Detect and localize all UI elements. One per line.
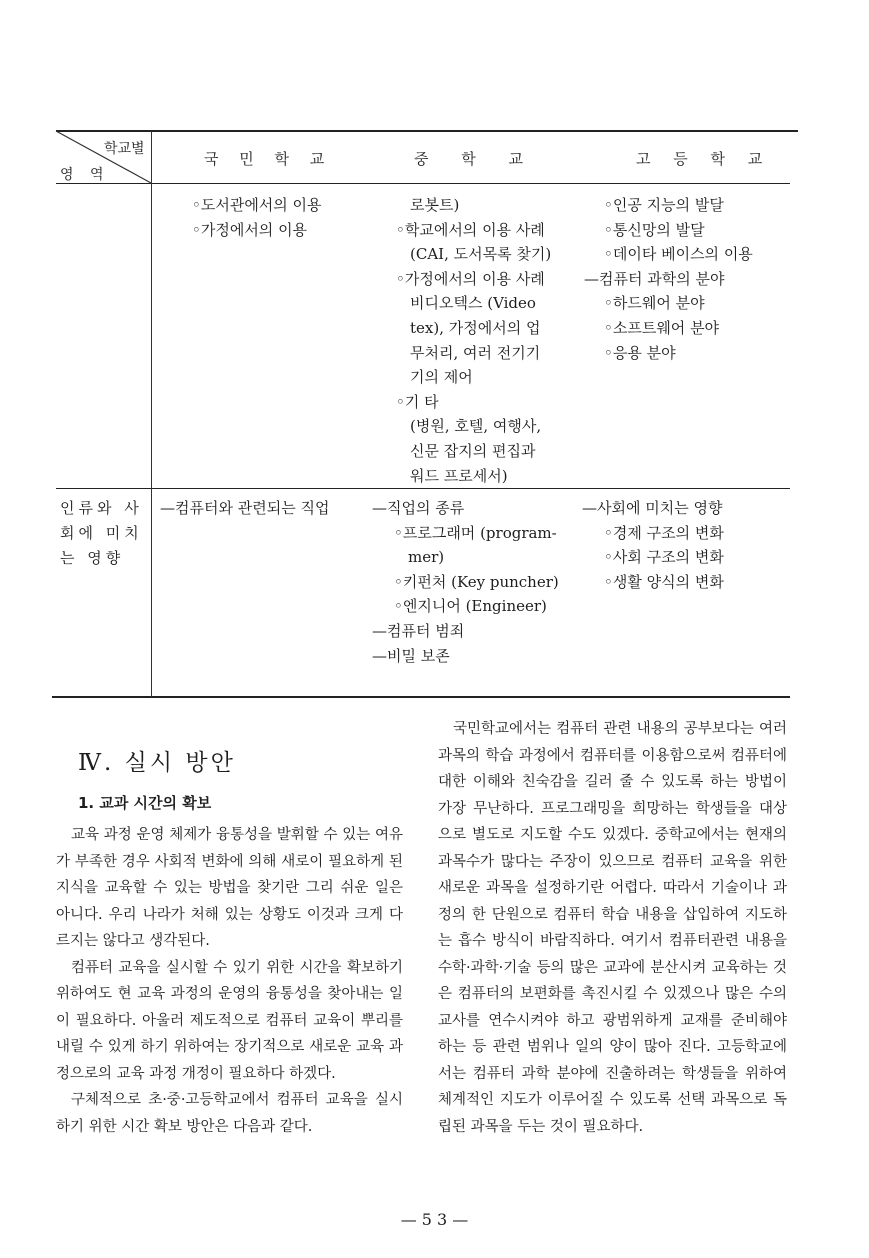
- cell-line: 로봇트): [410, 196, 460, 214]
- cell-line: —컴퓨터와 관련되는 직업: [160, 499, 330, 517]
- area-line: 인류와 사: [60, 499, 143, 517]
- cell-line: ◦가정에서의 이용: [192, 220, 308, 239]
- header-high: 고 등 학 교: [636, 150, 772, 168]
- cell-line: ◦응용 분야: [604, 343, 676, 362]
- table-bottom-rule: [52, 696, 790, 698]
- table-row-rule: [56, 488, 790, 489]
- row2-high: [582, 496, 724, 594]
- row1-elementary: [192, 193, 322, 242]
- cell-line: ◦엔지니어 (Engineer): [394, 597, 547, 616]
- cell-line: ◦학교에서의 이용 사례: [396, 220, 545, 239]
- cell-line: —컴퓨터 범죄: [372, 621, 465, 640]
- cell-line: ◦하드웨어 분야: [604, 294, 705, 313]
- cell-line: ◦경제 구조의 변화: [604, 523, 724, 542]
- right-column: [438, 716, 787, 1140]
- header-middle: 중 학 교: [414, 150, 538, 168]
- row1-high: [584, 193, 753, 365]
- cell-line: ◦프로그래머 (program-: [394, 523, 557, 542]
- cell-line: —컴퓨터 과학의 분야: [584, 269, 725, 288]
- cell-line: 워드 프로세서): [410, 466, 508, 485]
- cell-line: ◦키펀처 (Key puncher): [394, 572, 559, 591]
- left-column: [56, 822, 403, 1140]
- corner-diagonal: [0, 0, 869, 200]
- cell-line: 신문 잡지의 편집과: [410, 441, 536, 460]
- cell-line: —직업의 종류: [372, 499, 465, 517]
- corner-bottom-label: 영 역: [60, 167, 110, 183]
- cell-line: —비밀 보존: [372, 646, 450, 665]
- cell-line: 무처리, 여러 전기기: [410, 343, 541, 362]
- cell-line: ◦통신망의 발달: [604, 220, 705, 239]
- section-title: Ⅳ. 실시 방안: [78, 750, 236, 776]
- cell-line: mer): [408, 548, 445, 567]
- subsection-title: 1. 교과 시간의 확보: [78, 794, 212, 812]
- cell-line: (CAI, 도서목록 찾기): [410, 245, 552, 264]
- row1-middle: [396, 193, 551, 488]
- cell-line: ◦기 타: [396, 392, 439, 411]
- header-elementary: 국 민 학 교: [204, 150, 333, 168]
- cell-line: (병원, 호텔, 여행사,: [410, 417, 542, 436]
- cell-line: ◦가정에서의 이용 사례: [396, 269, 545, 288]
- paragraph: 컴퓨터 교육을 실시할 수 있기 위한 시간을 확보하기 위하여도 현 교육 과정의 운영의 융통성을 찾아내는 일이 필요하다. 아울러 제도적으로 컴퓨터 교육이 뿌리를 내릴 수 있게 하기 위하여는 장기적으로 새로운 교육 과정으로의 교육 과정 개정이 필요하다 하겠다.: [56, 959, 403, 1082]
- row2-area: [60, 496, 143, 571]
- cell-line: ◦데이타 베이스의 이용: [604, 245, 753, 264]
- row2-elementary: [160, 496, 329, 521]
- area-line: 는 영향: [60, 549, 125, 567]
- row2-middle: [372, 496, 559, 668]
- cell-line: ◦인공 지능의 발달: [604, 196, 724, 214]
- cell-line: ◦도서관에서의 이용: [192, 196, 322, 214]
- area-line: 회에 미치: [60, 524, 143, 542]
- paragraph: 국민학교에서는 컴퓨터 관련 내용의 공부보다는 여러 과목의 학습 과정에서 컴퓨터를 이용함으로써 컴퓨터에 대한 이해와 친숙감을 길러 줄 수 있도록 하는 방법이 가장 무난하다. 프로그래밍을 희망하는 학생들을 대상으로 별도로 지도할 수도 있겠다. 중학교에서는 현재의 과목수가 많다는 주장이 있으므로 컴퓨터 교육을 위한 새로운 과목을 설정하기란 어렵다. 따라서 기술이나 과정의 한 단원으로 컴퓨터 학습 내용을 삽입하여 지도하는 흡수 방식이 바람직하다. 여기서 컴퓨터관련 내용을 수학·과학·기술 등의 많은 교과에 분산시켜 교육하는 것은 컴퓨터의 보편화를 촉진시킬 수 있겠으나 많은 수의 교사를 연수시켜야 하고 광범위하게 교재를 준비해야 하는 등 관련 범위나 일의 양이 많아 진다. 고등학교에서는 컴퓨터 과학 분야에 진출하려는 학생들을 위하여 체계적인 지도가 이루어질 수 있도록 선택 과목으로 독립된 과목을 두는 것이 필요하다.: [438, 721, 787, 1135]
- table-column-divider: [151, 131, 152, 697]
- cell-line: ◦생활 양식의 변화: [604, 572, 724, 591]
- cell-line: tex), 가정에서의 업: [410, 318, 541, 337]
- page-number: — 5 3 —: [400, 1210, 469, 1229]
- cell-line: ◦사회 구조의 변화: [604, 548, 724, 567]
- cell-line: 기의 제어: [410, 368, 473, 387]
- corner-top-label: 학교별: [104, 141, 145, 157]
- paragraph: 교육 과정 운영 체제가 융통성을 발휘할 수 있는 여유가 부족한 경우 사회적 변화에 의해 새로이 필요하게 된 지식을 교육할 수 있는 방법을 찾기란 그리 쉬운 일은 아니다. 우리 나라가 처해 있는 상황도 이것과 크게 다르지는 않다고 생각된다.: [56, 827, 403, 949]
- cell-line: —사회에 미치는 영향: [582, 499, 723, 517]
- cell-line: 비디오텍스 (Video: [410, 294, 536, 313]
- paragraph: 구체적으로 초·중·고등학교에서 컴퓨터 교육을 실시하기 위한 시간 확보 방안은 다음과 같다.: [56, 1092, 403, 1135]
- cell-line: ◦소프트웨어 분야: [604, 318, 720, 337]
